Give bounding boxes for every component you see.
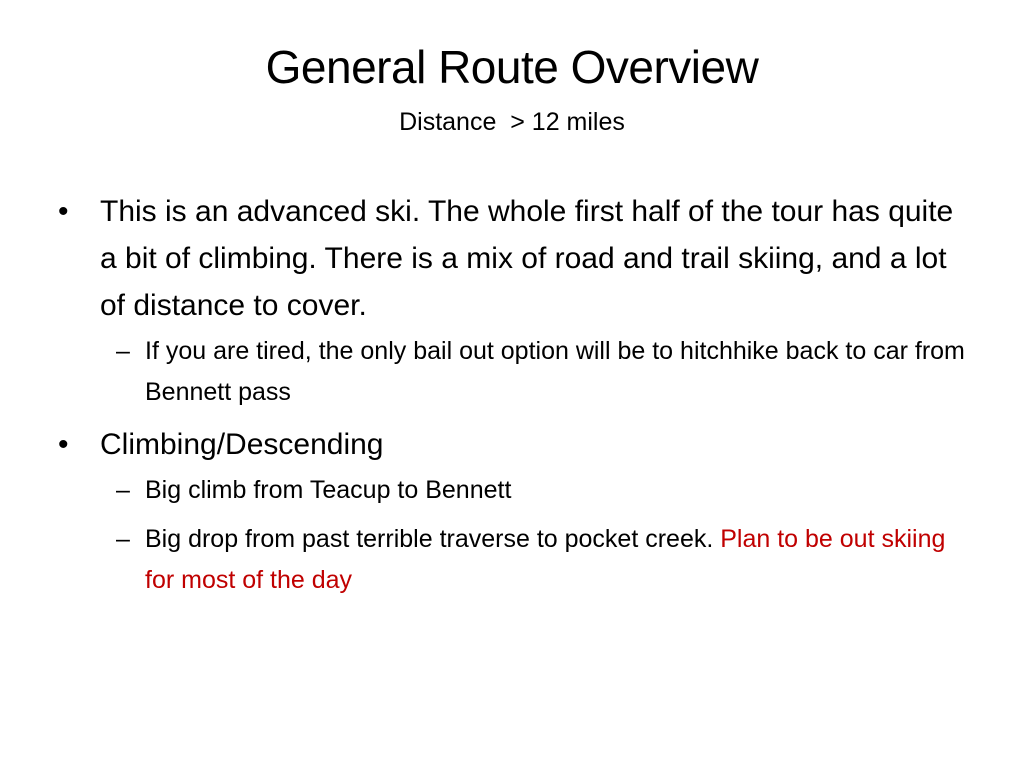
bullet-text: Climbing/Descending	[100, 428, 384, 461]
sub-bullet-item	[100, 519, 976, 601]
slide-title: General Route Overview	[265, 41, 759, 93]
bullet-item	[56, 188, 976, 329]
bullet-icon: •	[58, 195, 69, 228]
sub-bullet-item	[100, 331, 976, 413]
slide-subtitle: Distance > 12 miles	[399, 108, 625, 136]
highlight-text: Plan to be out skiing for most of the day	[145, 525, 946, 594]
sub-bullet-text: Big drop from past terrible traverse to pocket creek.	[145, 525, 721, 553]
sub-bullet-text: Big climb from Teacup to Bennett	[145, 476, 512, 504]
bullet-item	[56, 421, 976, 468]
bullet-text: This is an advanced ski. The whole first half of the tour has quite a bit of climbing. There is a mix of road and trail skiing, and a lot of distance to cover.	[100, 195, 954, 322]
slide-body	[56, 188, 976, 601]
bullet-icon: •	[58, 428, 69, 461]
sub-bullet-text: If you are tired, the only bail out option will be to hitchhike back to car from Bennett pass	[145, 337, 965, 406]
dash-icon: –	[116, 337, 130, 365]
dash-icon: –	[116, 525, 130, 553]
sub-bullet-item	[100, 470, 976, 511]
dash-icon: –	[116, 476, 130, 504]
